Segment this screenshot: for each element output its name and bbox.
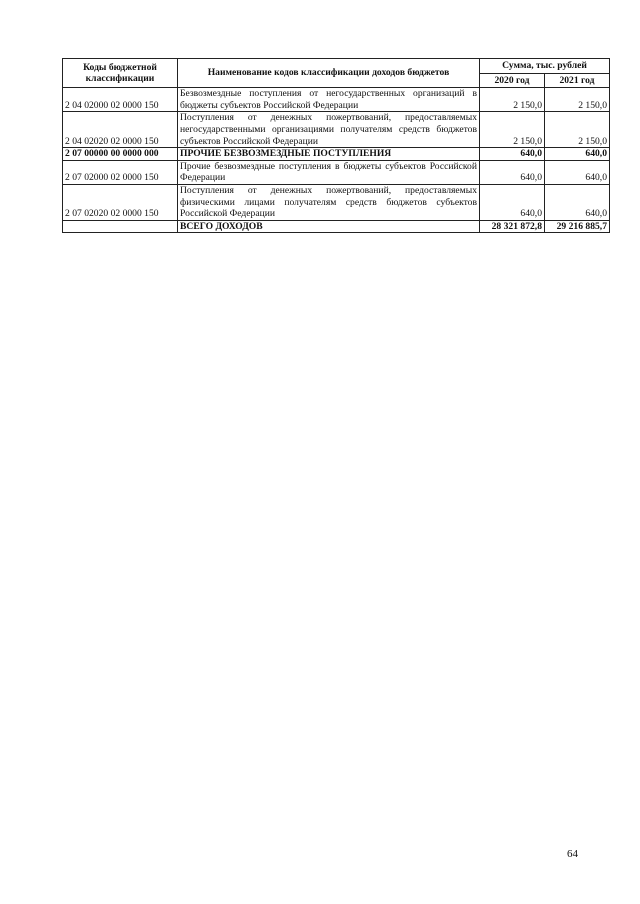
- row-code: 2 04 02000 02 0000 150: [63, 88, 178, 112]
- header-2020: 2020 год: [480, 73, 545, 88]
- row-value-2020: 640,0: [480, 160, 545, 184]
- revenue-table: [62, 58, 610, 233]
- header-name: Наименование кодов классификации доходов бюджетов: [178, 59, 480, 88]
- header-code: Коды бюджетной классификации: [63, 59, 178, 88]
- row-value-2021: 2 150,0: [545, 112, 610, 148]
- row-value-2021: 2 150,0: [545, 88, 610, 112]
- table-row-section: [63, 148, 610, 161]
- row-name: Поступления от денежных пожертвований, предоставляемых физическими лицами получателям средств бюджетов субъектов Российской Федерации: [178, 184, 480, 220]
- table-row: [63, 184, 610, 220]
- total-value-2021: 29 216 885,7: [545, 220, 610, 233]
- total-row: [63, 220, 610, 233]
- row-name: Безвозмездные поступления от негосударственных организаций в бюджеты субъектов Российской Федерации: [178, 88, 480, 112]
- row-code: 2 04 02020 02 0000 150: [63, 112, 178, 148]
- row-value-2020: 640,0: [480, 184, 545, 220]
- row-value-2020: 2 150,0: [480, 112, 545, 148]
- row-code: 2 07 02000 02 0000 150: [63, 160, 178, 184]
- row-value-2021: 640,0: [545, 160, 610, 184]
- total-value-2020: 28 321 872,8: [480, 220, 545, 233]
- header-2021: 2021 год: [545, 73, 610, 88]
- total-label: ВСЕГО ДОХОДОВ: [178, 220, 480, 233]
- header-row: [63, 59, 610, 74]
- row-code: 2 07 00000 00 0000 000: [63, 148, 178, 161]
- table-row: [63, 88, 610, 112]
- row-name: Поступления от денежных пожертвований, предоставляемых негосударственными организациями получателям средств бюджетов субъектов Российской Федерации: [178, 112, 480, 148]
- page-number: 64: [567, 848, 578, 860]
- row-name: ПРОЧИЕ БЕЗВОЗМЕЗДНЫЕ ПОСТУПЛЕНИЯ: [178, 148, 480, 161]
- table-row: [63, 160, 610, 184]
- header-sum: Сумма, тыс. рублей: [480, 59, 610, 74]
- row-value-2020: 2 150,0: [480, 88, 545, 112]
- total-code: [63, 220, 178, 233]
- row-value-2021: 640,0: [545, 148, 610, 161]
- row-value-2021: 640,0: [545, 184, 610, 220]
- row-name: Прочие безвозмездные поступления в бюджеты субъектов Российской Федерации: [178, 160, 480, 184]
- table-row: [63, 112, 610, 148]
- row-code: 2 07 02020 02 0000 150: [63, 184, 178, 220]
- row-value-2020: 640,0: [480, 148, 545, 161]
